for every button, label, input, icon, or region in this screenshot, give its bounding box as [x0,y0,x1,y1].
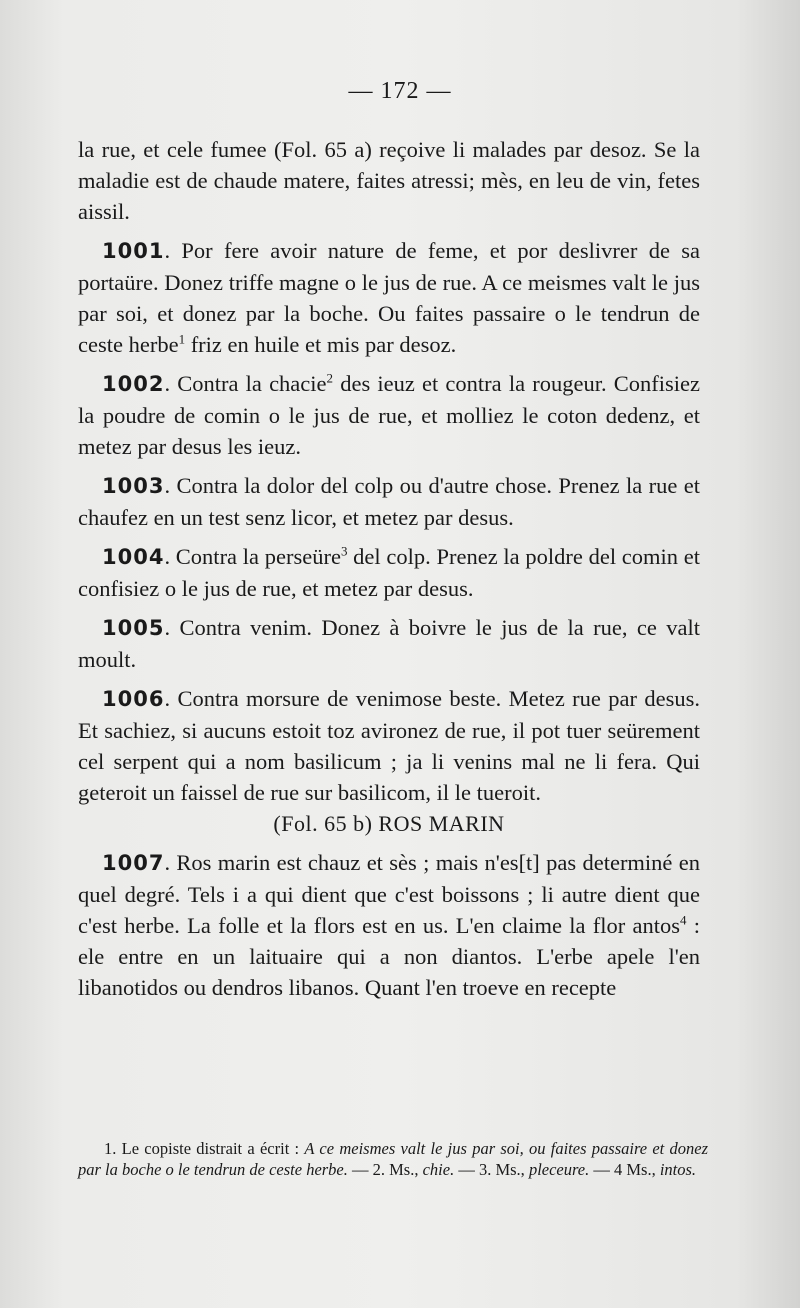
footnote-2-reading: chie. [422,1160,455,1179]
paragraph-number: 1006 [102,687,165,711]
paragraph-text: . Contra venim. Donez à boivre le jus de la rue, ce valt moult. [78,615,700,672]
footnote-3-label: — 3. Ms., [454,1160,529,1179]
footnote-4-reading: intos. [659,1160,697,1179]
paragraph-number: 1004 [102,545,165,569]
paragraph-text-tail: del colp. Prenez la poldre del comin et confisiez o le jus de rue, et metez par desus. [78,544,700,601]
paragraph-1003 [78,470,700,533]
paragraph-continuation [78,134,700,227]
paragraph-text: . Contra la perseüre [164,544,341,569]
paragraph-1006 [78,683,700,808]
footnote-block [78,1138,708,1180]
paragraph-number: 1001 [102,239,165,263]
paragraph-1002 [78,368,700,462]
paragraph-text-tail: friz en huile et mis par desoz. [185,332,457,357]
footnote-ref: 2 [326,370,334,386]
paragraph-1007 [78,847,700,1003]
footnote-1-quote: A ce meismes valt le jus par soi, ou faites passaire et donez par la boche o le tendrun de ceste herbe. [78,1139,709,1179]
paragraph-text: . Por fere avoir nature de feme, et por deslivrer de sa portaüre. Donez triffe magne o le jus de rue. A ce meismes valt le jus par soi, et donez par la boche. Ou faites passaire o le tendrun de ceste herbe [78,238,700,357]
paragraph-text: . Contra la chacie [164,371,327,396]
main-text [78,134,700,1003]
footnote-ref: 3 [340,543,348,559]
paragraph-text: . Contra la dolor del colp ou d'autre chose. Prenez la rue et chaufez en un test senz licor, et metez par desus. [78,473,700,530]
footnote-4-label: — 4 Ms., [589,1160,660,1179]
footnote-2-label: — 2. Ms., [347,1160,423,1179]
paragraph-number: 1003 [102,474,165,498]
footnote-3-reading: pleceure. [528,1160,590,1179]
paragraph-text: . Contra morsure de venimose beste. Metez rue par desus. Et sachiez, si aucuns estoit toz avironez de rue, il pot tuer seürement cel serpent qui a nom basilicum ; ja li venins mal ne li fera. Qui geteroit un faissel de rue sur basilicom, il le tueroit. [78,686,700,805]
footnote-ref: 1 [178,331,186,347]
paragraph-1004 [78,541,700,604]
paragraph-text: la rue, et cele fumee (Fol. 65 a) reçoive li malades par desoz. Se la maladie est de chaude matere, faites atressi; mès, en leu de vin, fetes aissil. [78,137,700,224]
paragraph-text-tail: des ieuz et contra la rougeur. Confisiez la poudre de comin o le jus de rue, et molliez le coton dedenz, et metez par desus les ieuz. [78,371,700,459]
paragraph-number: 1007 [102,851,165,875]
paragraph-number: 1002 [102,372,165,396]
paragraph-1001 [78,235,700,360]
footnote-1-label: 1. Le copiste distrait a écrit : [104,1139,305,1158]
page-number: — 172 — [348,78,452,104]
footnotes [78,1138,708,1180]
paragraph-number: 1005 [102,616,165,640]
paragraph-text-tail: : ele entre en un laituaire qui a non diantos. L'erbe apele l'en libanotidos ou dendros libanos. Quant l'en troeve en recepte [78,913,700,1000]
paragraph-text: . Ros marin est chauz et sès ; mais n'es[t] pas determiné en quel degré. Tels i a qui dient que c'est boissons ; li autre dient que c'est herbe. La folle et la flors est en us. L'en claime la flor antos [78,850,700,938]
footnote-ref: 4 [679,912,687,928]
paragraph-1005 [78,612,700,675]
section-title: (Fol. 65 b) ROS MARIN [273,811,505,836]
